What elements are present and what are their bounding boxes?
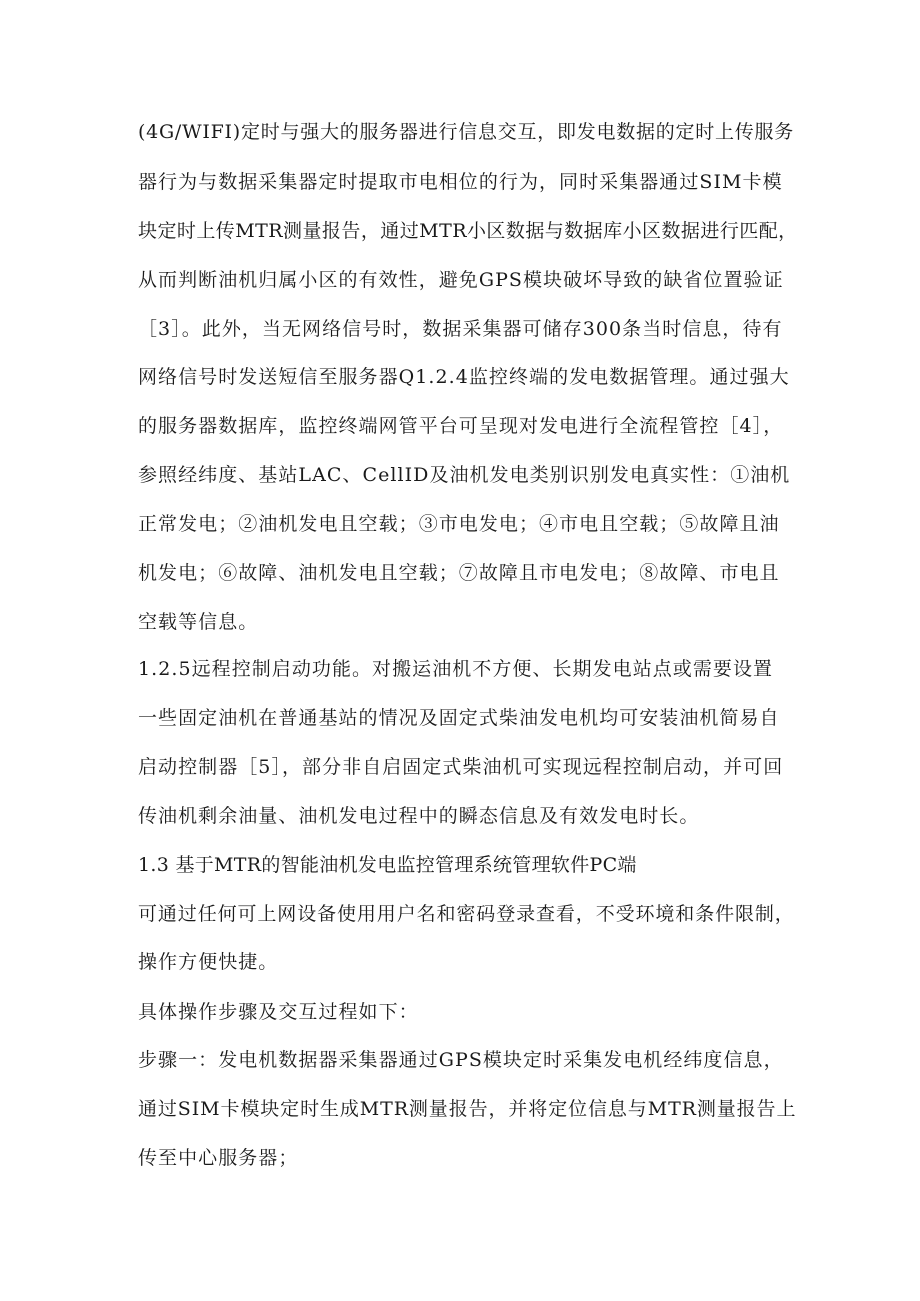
- text-line: 具体操作步骤及交互过程如下：: [138, 1001, 419, 1023]
- section-line: 1.2.5远程控制启动功能。对搬运油机不方便、长期发电站点或需要设置: [138, 658, 774, 680]
- text-line: 空载等信息。: [138, 611, 259, 633]
- text-line: 传至中心服务器；: [138, 1147, 299, 1169]
- text-line: (4G/WIFI)定时与强大的服务器进行信息交互，即发电数据的定时上传服务: [138, 121, 794, 143]
- text-line: 可通过任何可上网设备使用用户名和密码登录查看，不受环境和条件限制，: [138, 903, 795, 925]
- text-line: 器行为与数据采集器定时提取市电相位的行为，同时采集器通过SIM卡模: [138, 171, 783, 193]
- text-line: 操作方便快捷。: [138, 951, 279, 973]
- text-line: 通过SIM卡模块定时生成MTR测量报告，并将定位信息与MTR测量报告上: [138, 1098, 797, 1120]
- text-line: 步骤一：发电机数据器采集器通过GPS模块定时采集发电机经纬度信息，: [138, 1049, 784, 1071]
- text-line: 启动控制器［5］，部分非自启固定式柴油机可实现远程控制启动，并可回: [138, 756, 784, 778]
- text-line: 一些固定油机在普通基站的情况及固定式柴油发电机均可安装油机简易自: [138, 707, 780, 729]
- text-line: 网络信号时发送短信至服务器Q1.2.4监控终端的发电数据管理。通过强大: [138, 366, 790, 388]
- text-line: 机发电；⑥故障、油机发电且空载；⑦故障且市电发电；⑧故障、市电且: [138, 562, 780, 584]
- text-line: 的服务器数据库，监控终端网管平台可呈现对发电进行全流程管控［4］，: [138, 415, 784, 437]
- text-line: 正常发电；②油机发电且空载；③市电发电；④市电且空载；⑤故障且油: [138, 513, 780, 535]
- text-line: 传油机剩余油量、油机发电过程中的瞬态信息及有效发电时长。: [138, 805, 700, 827]
- section-heading: 1.3 基于MTR的智能油机发电监控管理系统管理软件PC端: [138, 854, 637, 876]
- text-line: ［3］。此外，当无网络信号时，数据采集器可储存300条当时信息，待有: [138, 318, 783, 340]
- text-line: 从而判断油机归属小区的有效性，避免GPS模块破坏导致的缺省位置验证: [138, 269, 784, 291]
- text-line: 参照经纬度、基站LAC、CellID及油机发电类别识别发电真实性：①油机: [138, 464, 791, 486]
- text-line: 块定时上传MTR测量报告，通过MTR小区数据与数据库小区数据进行匹配，: [138, 220, 798, 242]
